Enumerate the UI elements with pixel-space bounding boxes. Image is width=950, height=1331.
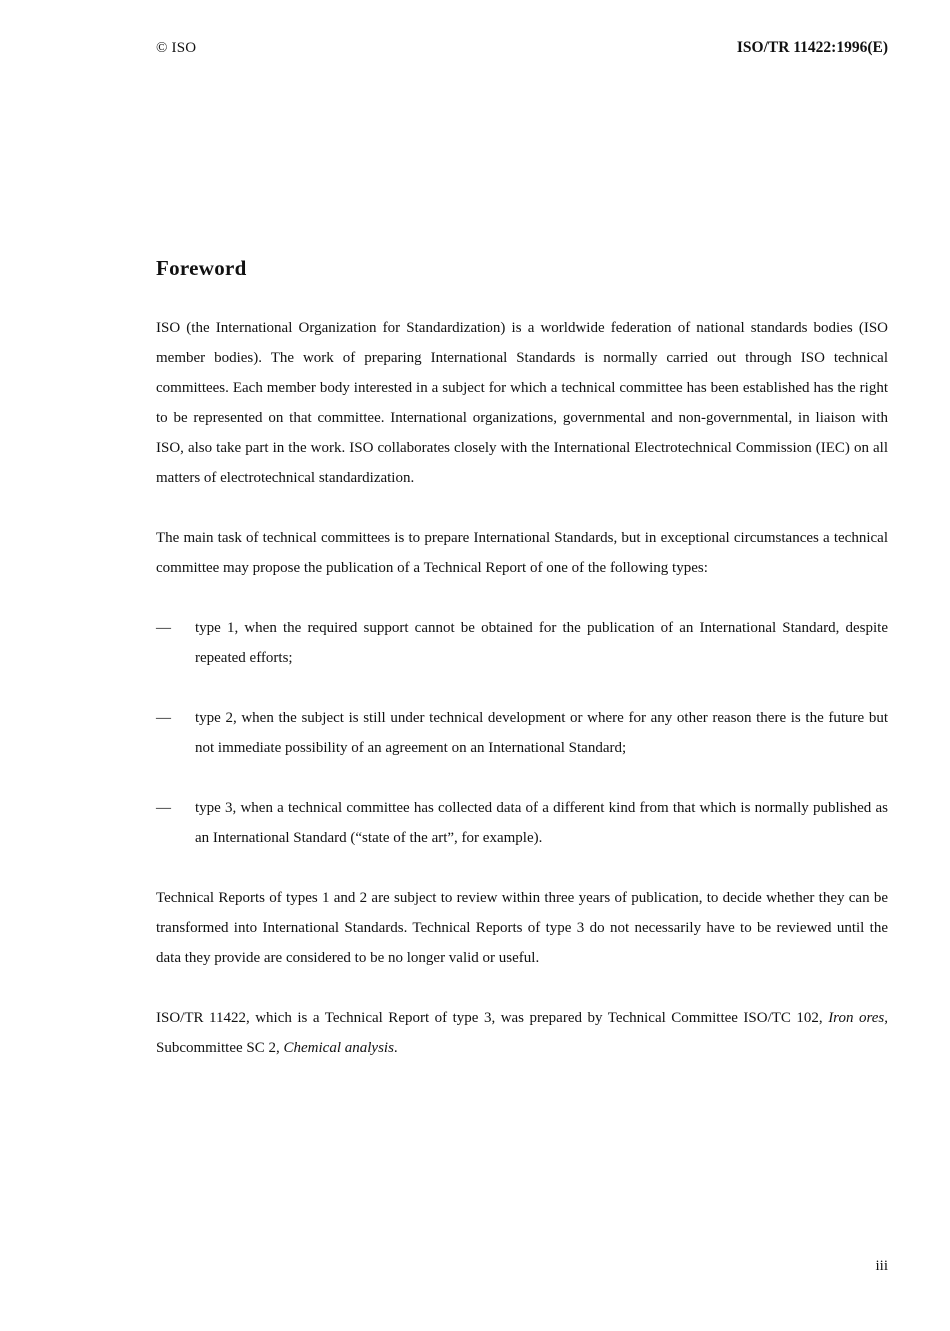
preparation-text: ISO/TR 11422, which is a Technical Report of type 3, was prepared by Technical Committee ISO/TC 102, — [156, 1010, 823, 1026]
committee-title: Iron ores — [828, 1010, 885, 1026]
report-types-list — [156, 613, 888, 853]
list-item — [156, 613, 888, 673]
paragraph-review-policy: Technical Reports of types 1 and 2 are subject to review within three years of publication, to decide whether they can be transformed into International Standards. Technical Reports of type 3 do not necessarily have to be reviewed until the data they provide are considered to be no longer valid or useful. — [156, 890, 888, 966]
list-item — [156, 793, 888, 853]
foreword-body — [156, 313, 888, 1093]
dash-bullet: — — [156, 800, 171, 816]
paragraph-preparation — [156, 1003, 888, 1063]
list-item — [156, 703, 888, 763]
paragraph-technical-committees: The main task of technical committees is to prepare International Standards, but in exceptional circumstances a technical committee may propose the publication of a Technical Report of one of the following types: — [156, 530, 888, 576]
list-item-text: type 1, when the required support cannot be obtained for the publication of an International Standard, despite repeated efforts; — [195, 620, 888, 666]
dash-bullet: — — [156, 620, 171, 636]
list-item-text: type 3, when a technical committee has collected data of a different kind from that which is normally published as an International Standard (“state of the art”, for example). — [195, 800, 888, 846]
header-copyright: © ISO — [156, 40, 197, 56]
subcommittee-text: , Subcommittee SC 2, — [156, 1010, 888, 1056]
paragraph-iso-description: ISO (the International Organization for Standardization) is a worldwide federation of national standards bodies (ISO member bodies). The work of preparing International Standards is normally carried out through ISO technical committees. Each member body interested in a subject for which a technical committee has been established has the right to be represented on that committee. International organizations, governmental and non-governmental, in liaison with ISO, also take part in the work. ISO collaborates closely with the International Electrotechnical Commission (IEC) on all matters of electrotechnical standardization. — [156, 320, 888, 486]
list-item-text: type 2, when the subject is still under technical development or where for any other reason there is the future but not immediate possibility of an agreement on an International Standard; — [195, 710, 888, 756]
dash-bullet: — — [156, 710, 171, 726]
page-number: iii — [875, 1258, 888, 1274]
header-document-id: ISO/TR 11422:1996(E) — [736, 39, 888, 56]
page-title: Foreword — [156, 256, 247, 280]
subcommittee-title: Chemical analysis — [283, 1040, 394, 1056]
preparation-end: . — [393, 1040, 398, 1056]
